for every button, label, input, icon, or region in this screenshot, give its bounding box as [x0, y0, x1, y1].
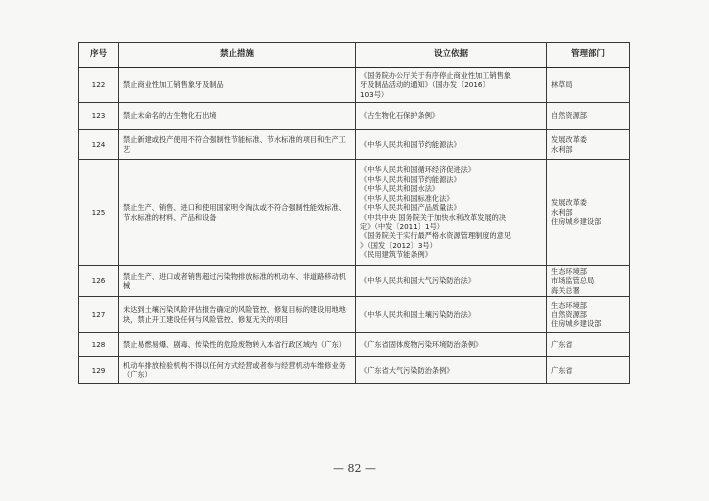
measure-cell-line: 未达到土壤污染风险评估报告确定的风险管控、修复目标的建设用地地 [123, 305, 346, 315]
table-row [79, 357, 630, 384]
measure-cell-line: 禁止易燃易爆、剧毒、传染性的危险废物转入本省行政区域内（广东） [123, 340, 346, 350]
department-cell-line: 海关总署 [551, 285, 580, 295]
serial-number-cell: 126 [79, 266, 119, 297]
basis-cell [356, 68, 547, 103]
department-cell-line: 林草局 [551, 80, 573, 90]
serial-number-cell: 123 [79, 103, 119, 130]
department-cell [547, 130, 630, 160]
measure-cell-line: 禁止商业性加工销售象牙及制品 [123, 80, 224, 90]
table-row [79, 68, 630, 103]
table-row [79, 266, 630, 297]
measure-cell [119, 160, 356, 266]
measure-cell [119, 130, 356, 160]
department-cell-line: 市场监管总局 [551, 276, 595, 286]
basis-cell-line: 《中共中央 国务院关于加快水利改革发展的决 [360, 212, 507, 222]
table-row [79, 333, 630, 357]
basis-cell [356, 266, 547, 297]
measure-cell-line: 禁止生产、进口或者销售超过污染物排放标准的机动车、非道路移动机 [123, 271, 346, 281]
basis-cell-line: 《国务院关于实行最严格水资源管理制度的意见 [360, 231, 511, 241]
serial-number-cell: 125 [79, 160, 119, 266]
department-cell-line: 自然资源部 [551, 111, 587, 121]
serial-number-cell: 124 [79, 130, 119, 160]
measure-cell [119, 333, 356, 357]
basis-cell [356, 333, 547, 357]
measure-cell-line: 禁止生产、销售、进口和使用国家明令淘汰或不符合强制性能效标准、 [123, 203, 346, 213]
basis-cell-line: 定》（中发〔2011〕1号） [360, 221, 444, 231]
department-cell [547, 68, 630, 103]
basis-cell-line: 《中华人民共和国大气污染防治法》 [360, 276, 476, 286]
table-row [79, 130, 630, 160]
serial-number-cell: 129 [79, 357, 119, 384]
measure-cell-line: 机动车排放检验机构不得以任何方式经营或者参与经营机动车维修业务 [123, 360, 346, 370]
measure-cell-line: 块，禁止开工建设任何与风险管控、修复无关的项目 [123, 314, 289, 324]
basis-cell-line: 《国务院办公厅关于有序停止商业性加工销售象 [360, 70, 511, 80]
table-body [79, 68, 630, 384]
department-cell-line: 发展改革委 [551, 198, 587, 208]
basis-cell-line: 《中华人民共和国循环经济促进法》 [360, 165, 476, 175]
basis-cell-line: 《广东省大气污染防治条例》 [360, 365, 454, 375]
basis-cell-line: 《中华人民共和国水法》 [360, 184, 440, 194]
serial-number-cell: 127 [79, 297, 119, 333]
department-cell-line: 生态环境部 [551, 300, 587, 310]
basis-cell-line: 103号） [360, 89, 389, 99]
basis-cell-line: 《古生物化石保护条例》 [360, 111, 440, 121]
basis-cell [356, 160, 547, 266]
serial-number-cell: 128 [79, 333, 119, 357]
department-cell-line: 发展改革委 [551, 135, 587, 145]
department-cell-line: 水利部 [551, 144, 573, 154]
page-number: — 82 — [333, 462, 376, 475]
measure-cell [119, 68, 356, 103]
prohibition-measures-table [78, 42, 630, 384]
header-legal-basis: 设立依据 [356, 43, 547, 68]
basis-cell [356, 357, 547, 384]
department-cell [547, 103, 630, 130]
basis-cell [356, 297, 547, 333]
serial-number-cell: 122 [79, 68, 119, 103]
measure-cell-line: （广东） [123, 370, 152, 380]
regulation-table-container [78, 42, 629, 384]
basis-cell-line: 《广东省固体废物污染环境防治条例》 [360, 340, 483, 350]
department-cell-line: 住房城乡建设部 [551, 319, 602, 329]
department-cell [547, 297, 630, 333]
header-management-department: 管理部门 [547, 43, 630, 68]
department-cell-line: 广东省 [551, 340, 573, 350]
header-serial-number: 序号 [79, 43, 119, 68]
department-cell-line: 广东省 [551, 365, 573, 375]
basis-cell-line: 《中华人民共和国产品质量法》 [360, 203, 461, 213]
department-cell-line: 住房城乡建设部 [551, 217, 602, 227]
basis-cell-line: 《中华人民共和国节约能源法》 [360, 174, 461, 184]
table-row [79, 160, 630, 266]
basis-cell [356, 103, 547, 130]
department-cell [547, 357, 630, 384]
measure-cell-line: 节水标准的材料、产品和设备 [123, 212, 217, 222]
basis-cell-line: 《中华人民共和国标准化法》 [360, 193, 454, 203]
basis-cell-line: 牙及制品活动的通知》（国办发〔2016〕 [360, 80, 490, 90]
department-cell-line: 生态环境部 [551, 267, 587, 276]
basis-cell-line: 《中华人民共和国节约能源法》 [360, 139, 461, 149]
measure-cell-line: 械 [123, 281, 131, 291]
table-row [79, 103, 630, 130]
basis-cell-line: 《中华人民共和国土壤污染防治法》 [360, 310, 476, 320]
department-cell [547, 333, 630, 357]
measure-cell [119, 266, 356, 297]
department-cell-line: 水利部 [551, 207, 573, 217]
basis-cell-line: 《民用建筑节能条例》 [360, 250, 432, 260]
header-prohibition-measure: 禁止措施 [119, 43, 356, 68]
department-cell [547, 266, 630, 297]
measure-cell-line: 禁止未命名的古生物化石出境 [123, 111, 217, 121]
measure-cell [119, 103, 356, 130]
table-header-row [79, 43, 630, 68]
department-cell [547, 160, 630, 266]
measure-cell [119, 357, 356, 384]
measure-cell [119, 297, 356, 333]
department-cell-line: 自然资源部 [551, 310, 587, 320]
table-row [79, 297, 630, 333]
measure-cell-line: 禁止新建或投产使用不符合强制性节能标准、节水标准的项目和生产工 [123, 135, 346, 145]
basis-cell-line: 》（国发〔2012〕3号） [360, 240, 437, 250]
basis-cell [356, 130, 547, 160]
measure-cell-line: 艺 [123, 144, 131, 154]
